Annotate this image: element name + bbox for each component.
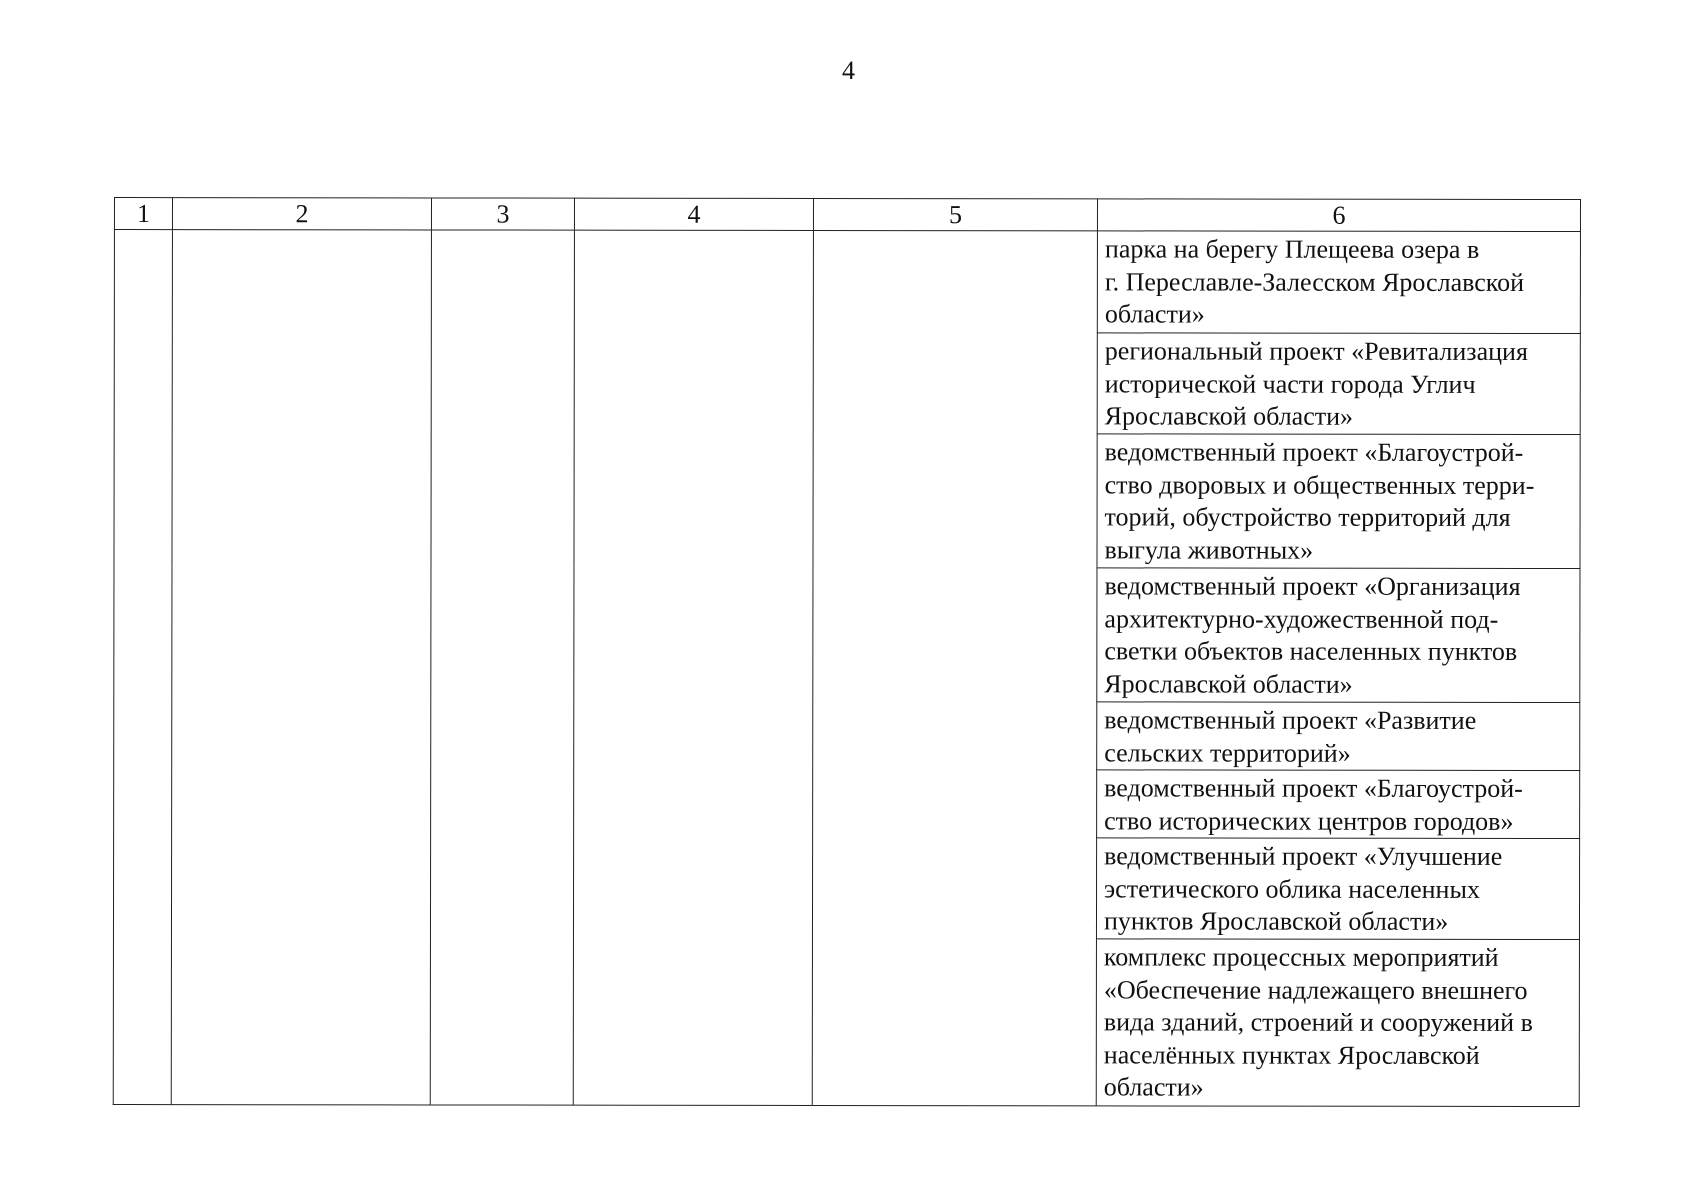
table-row (114, 230, 1580, 334)
column-4-cell (573, 230, 813, 1105)
table-header-row (114, 198, 1580, 232)
column-6-entry: региональный проект «Ревитализация исторической части города Углич Ярославской области» (1097, 333, 1580, 435)
column-header-5: 5 (813, 198, 1097, 230)
column-header-1: 1 (114, 198, 172, 230)
column-header-6: 6 (1097, 199, 1580, 232)
column-5-cell (812, 230, 1097, 1105)
column-2-cell (171, 230, 431, 1105)
column-1-cell (113, 230, 172, 1105)
column-6-entry: парка на берегу Плещеева озера в г. Переславле-Залесском Ярославской области» (1097, 231, 1580, 334)
column-6-entry: ведомственный проект «Организация архитектурно-художественной под- светки объектов населенных пунктов Ярославской области» (1097, 568, 1580, 703)
column-6-entry: ведомственный проект «Улучшение эстетического облика населенных пунктов Ярославской области» (1096, 838, 1579, 940)
column-6-entry: ведомственный проект «Благоустрой- ство исторических центров городов» (1097, 770, 1580, 839)
column-header-3: 3 (431, 198, 574, 230)
data-table (113, 197, 1581, 1107)
column-header-4: 4 (574, 198, 813, 230)
column-6-entry: ведомственный проект «Благоустрой- ство дворовых и общественных терри- торий, обустройство территорий для выгула животных» (1097, 434, 1580, 569)
column-header-2: 2 (172, 198, 431, 230)
column-6-entry: комплекс процессных мероприятий «Обеспечение надлежащего внешнего вида зданий, строений и сооружений в населённых пунктах Ярославской области» (1096, 939, 1579, 1107)
column-3-cell (430, 230, 574, 1105)
page-number: 4 (842, 56, 855, 85)
column-6-entry: ведомственный проект «Развитие сельских территорий» (1097, 702, 1580, 771)
